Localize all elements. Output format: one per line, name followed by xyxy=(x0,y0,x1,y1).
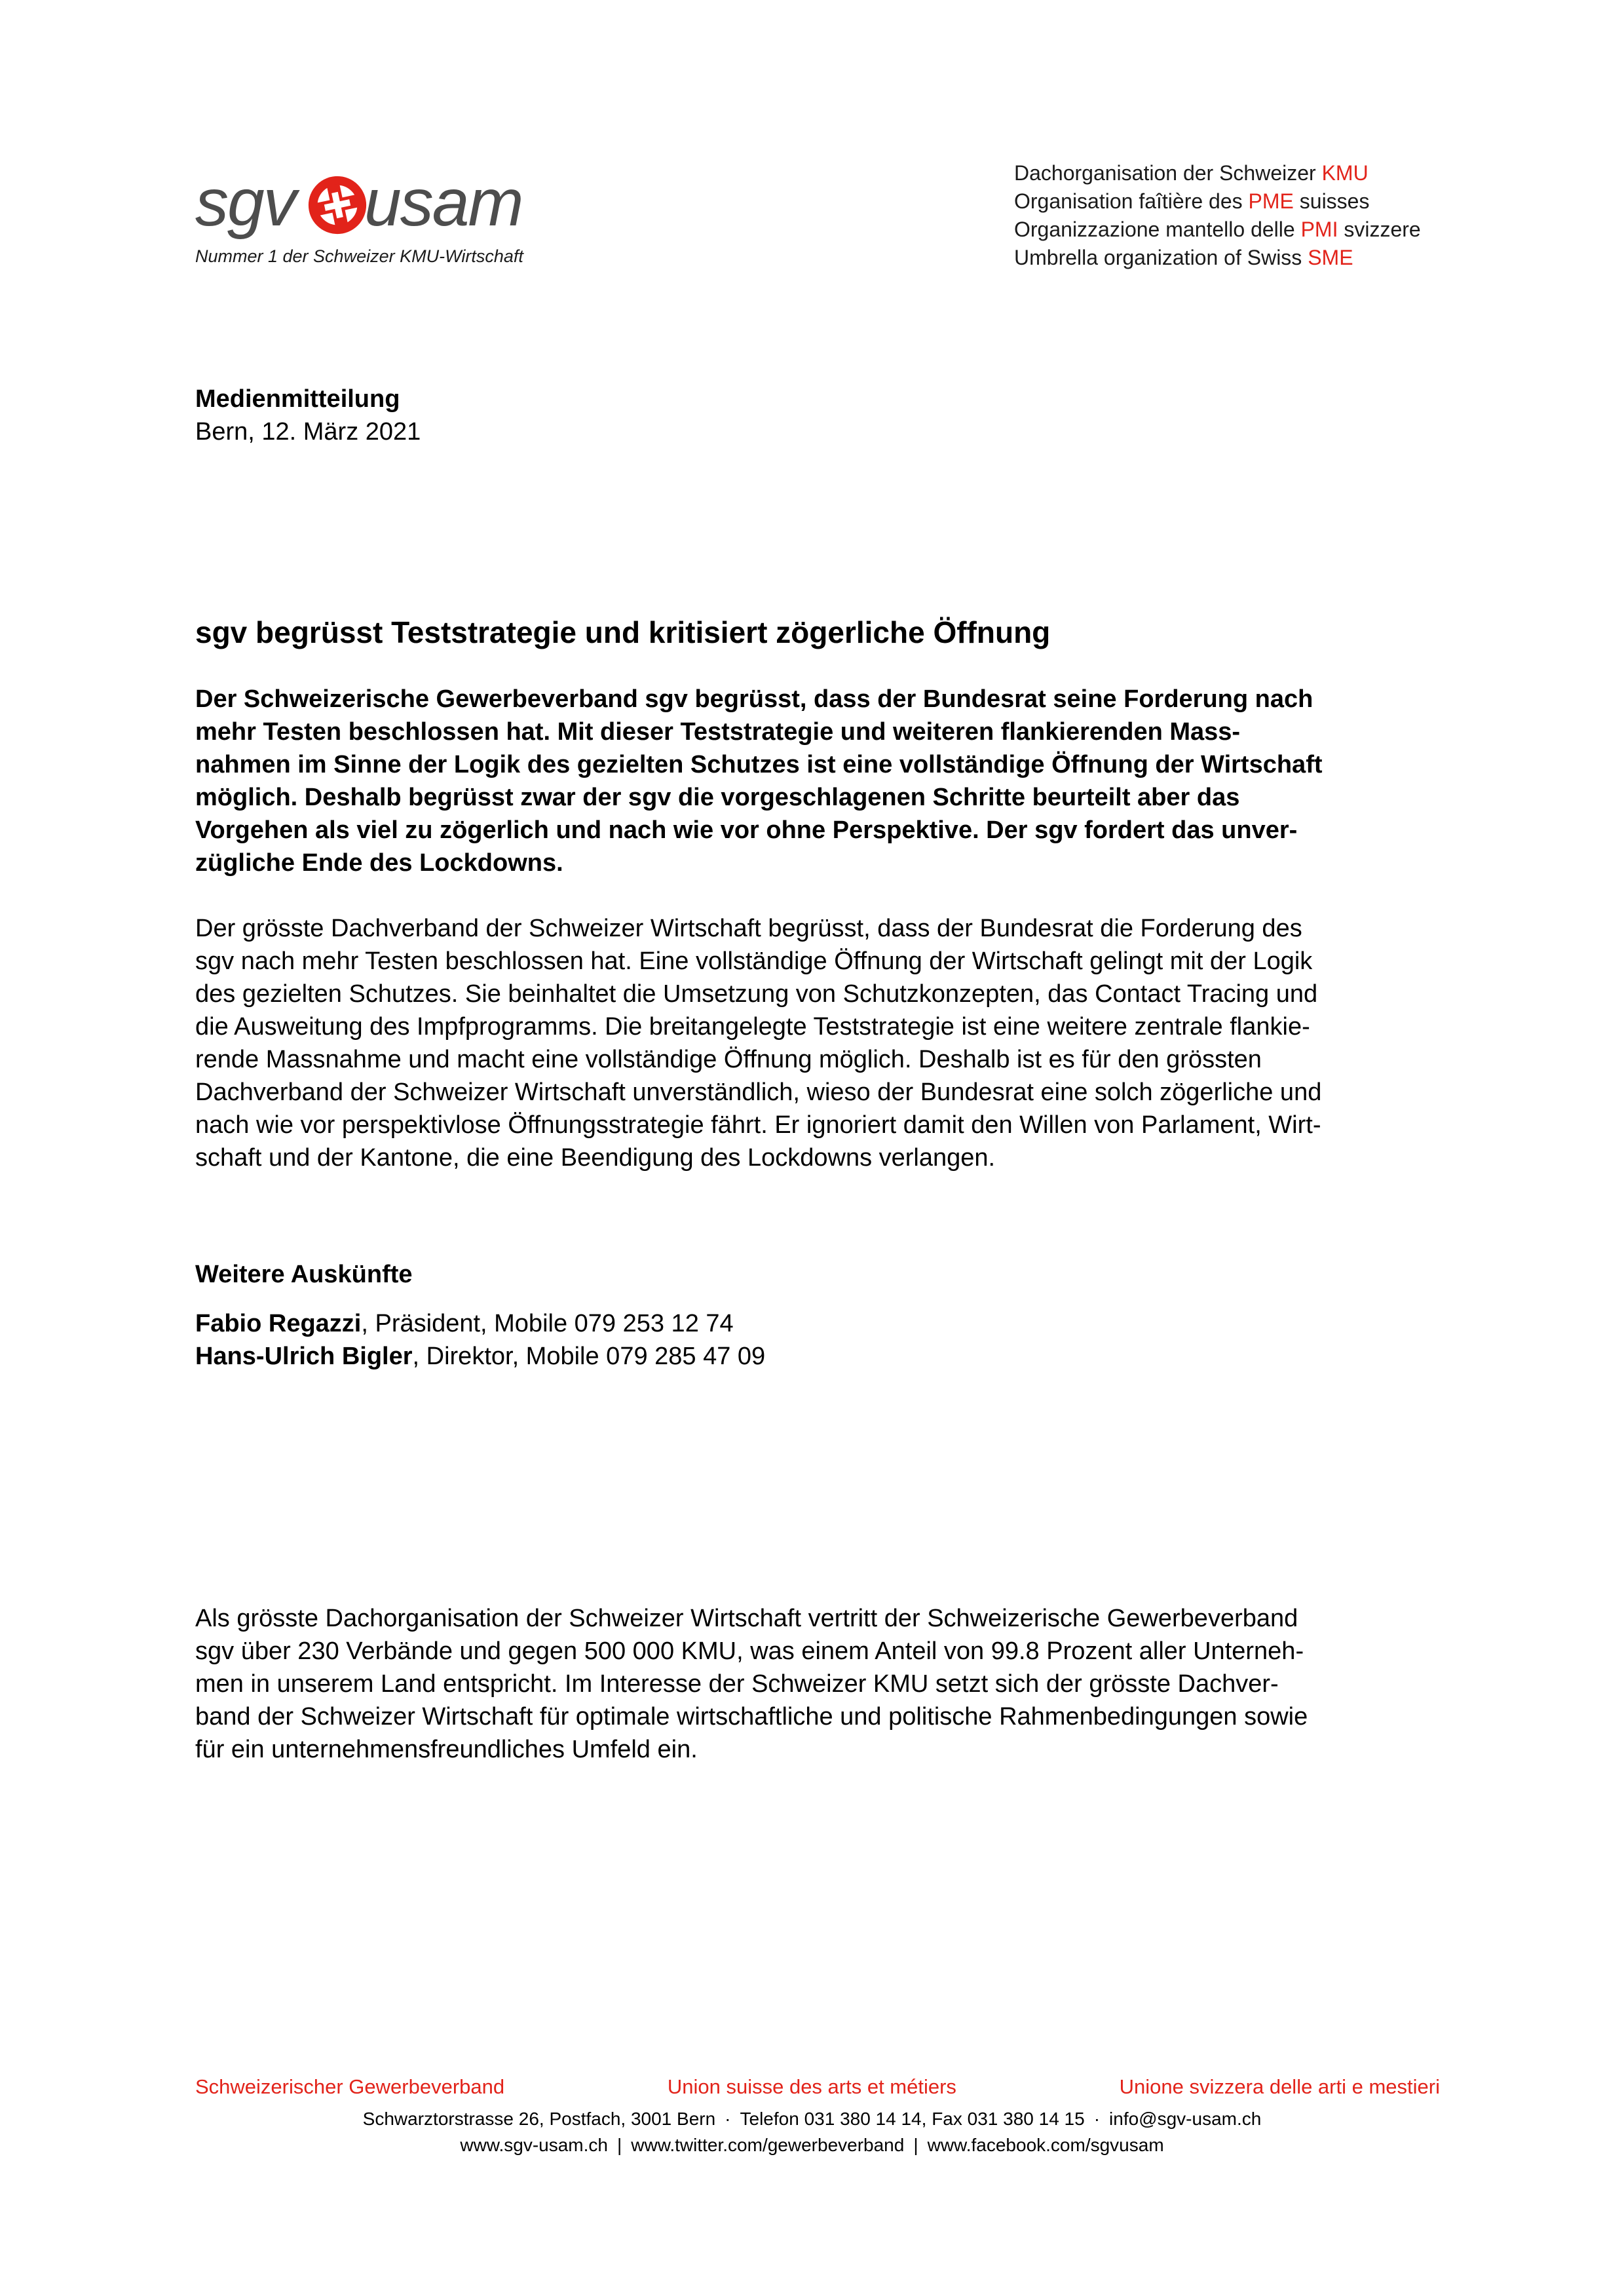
closing-line: Als grösste Dachorganisation der Schweizer Wirtschaft vertritt der Schweizerische Gewerbeverband xyxy=(195,1605,1298,1632)
contact-details: , Direktor, Mobile 079 285 47 09 xyxy=(412,1343,766,1370)
footer-organisation-names xyxy=(195,2075,1440,2099)
body-line: Der grösste Dachverband der Schweizer Wirtschaft begrüsst, dass der Bundesrat die Forderung des xyxy=(195,915,1302,942)
footer-facebook-link[interactable]: www.facebook.com/sgvusam xyxy=(927,2135,1164,2155)
contact-person xyxy=(195,1340,765,1373)
footer-website-link[interactable]: www.sgv-usam.ch xyxy=(460,2135,608,2155)
swiss-cross-logo-icon xyxy=(305,173,369,237)
lead-paragraph xyxy=(195,683,1446,879)
contact-name: Fabio Regazzi xyxy=(195,1310,362,1337)
lead-line: möglich. Deshalb begrüsst zwar der sgv die vorgeschlagenen Schritte beurteilt aber das xyxy=(195,784,1240,811)
logo-text-sgv: sgv xyxy=(195,165,295,240)
footer-name-de: Schweizerischer Gewerbeverband xyxy=(195,2075,505,2098)
logo-tagline: Nummer 1 der Schweizer KMU-Wirtschaft xyxy=(195,246,523,266)
contacts-title: Weitere Auskünfte xyxy=(195,1261,413,1288)
closing-line: band der Schweizer Wirtschaft für optimale wirtschaftliche und politische Rahmenbedingungen sowie xyxy=(195,1703,1308,1731)
org-line: Organisation faîtière des PME suisses xyxy=(1014,189,1370,213)
contacts-list xyxy=(195,1307,765,1373)
footer-email-link[interactable]: info@sgv-usam.ch xyxy=(1109,2109,1262,2129)
footer-name-fr: Union suisse des arts et métiers xyxy=(667,2075,956,2098)
closing-line: men in unserem Land entspricht. Im Interesse der Schweizer KMU setzt sich der grösste Dachver- xyxy=(195,1670,1279,1698)
lead-line: nahmen im Sinne der Logik des gezielten Schutzes ist eine vollständige Öffnung der Wirtschaft xyxy=(195,751,1323,778)
place-date: Bern, 12. März 2021 xyxy=(195,418,421,446)
footer-separator: · xyxy=(725,2109,731,2129)
document-type: Medienmitteilung xyxy=(195,385,400,413)
body-line: die Ausweitung des Impfprogramms. Die breitangelegte Teststrategie ist eine weitere zentrale flankie- xyxy=(195,1013,1310,1041)
body-line: Dachverband der Schweizer Wirtschaft unverständlich, wieso der Bundesrat eine solch zögerliche und xyxy=(195,1079,1322,1106)
lead-line: zügliche Ende des Lockdowns. xyxy=(195,849,563,877)
footer-links-line xyxy=(0,2135,1624,2156)
footer-separator: · xyxy=(1093,2109,1101,2129)
lead-line: mehr Testen beschlossen hat. Mit dieser Teststrategie und weiteren flankierenden Mass- xyxy=(195,718,1241,746)
org-line: Dachorganisation der Schweizer KMU xyxy=(1014,161,1369,185)
sgv-usam-logo xyxy=(195,166,562,271)
footer-separator: | xyxy=(616,2135,622,2155)
press-release-meta xyxy=(195,383,421,448)
body-line: rende Massnahme und macht eine vollständige Öffnung möglich. Deshalb ist es für den grössten xyxy=(195,1046,1262,1073)
footer-separator: | xyxy=(913,2135,918,2155)
lead-line: Vorgehen als viel zu zögerlich und nach wie vor ohne Perspektive. Der sgv fordert das unver- xyxy=(195,816,1298,844)
organisation-lines xyxy=(1014,159,1604,272)
org-line: Organizzazione mantello delle PMI svizzere xyxy=(1014,218,1421,241)
body-line: des gezielten Schutzes. Sie beinhaltet die Umsetzung von Schutzkonzepten, das Contact Tracing und xyxy=(195,980,1318,1008)
footer-name-it: Unione svizzera delle arti e mestieri xyxy=(1119,2075,1440,2098)
body-line: sgv nach mehr Testen beschlossen hat. Eine vollständige Öffnung der Wirtschaft gelingt mit der Logik xyxy=(195,947,1313,975)
footer-phone: Telefon 031 380 14 14, Fax 031 380 14 15 xyxy=(740,2109,1085,2129)
body-paragraph xyxy=(195,912,1446,1174)
body-line: nach wie vor perspektivlose Öffnungsstrategie fährt. Er ignoriert damit den Willen von Parlament, Wirt- xyxy=(195,1111,1321,1139)
contact-name: Hans-Ulrich Bigler xyxy=(195,1343,413,1370)
contact-person xyxy=(195,1307,765,1340)
closing-line: sgv über 230 Verbände und gegen 500 000 KMU, was einem Anteil von 99.8 Prozent aller Unterneh- xyxy=(195,1637,1304,1665)
body-line: schaft und der Kantone, die eine Beendigung des Lockdowns verlangen. xyxy=(195,1144,996,1172)
contact-details: , Präsident, Mobile 079 253 12 74 xyxy=(361,1310,734,1337)
lead-line: Der Schweizerische Gewerbeverband sgv begrüsst, dass der Bundesrat seine Forderung nach xyxy=(195,685,1313,713)
closing-paragraph xyxy=(195,1602,1446,1766)
org-line: Umbrella organization of Swiss SME xyxy=(1014,246,1353,269)
headline: sgv begrüsst Teststrategie und kritisiert zögerliche Öffnung xyxy=(195,615,1051,649)
footer-address: Schwarztorstrasse 26, Postfach, 3001 Bern xyxy=(362,2109,716,2129)
logo-text-usam: usam xyxy=(364,165,523,240)
closing-line: für ein unternehmensfreundliches Umfeld ein. xyxy=(195,1736,698,1763)
footer-contact-line xyxy=(0,2109,1624,2130)
footer-twitter-link[interactable]: www.twitter.com/gewerbeverband xyxy=(631,2135,905,2155)
